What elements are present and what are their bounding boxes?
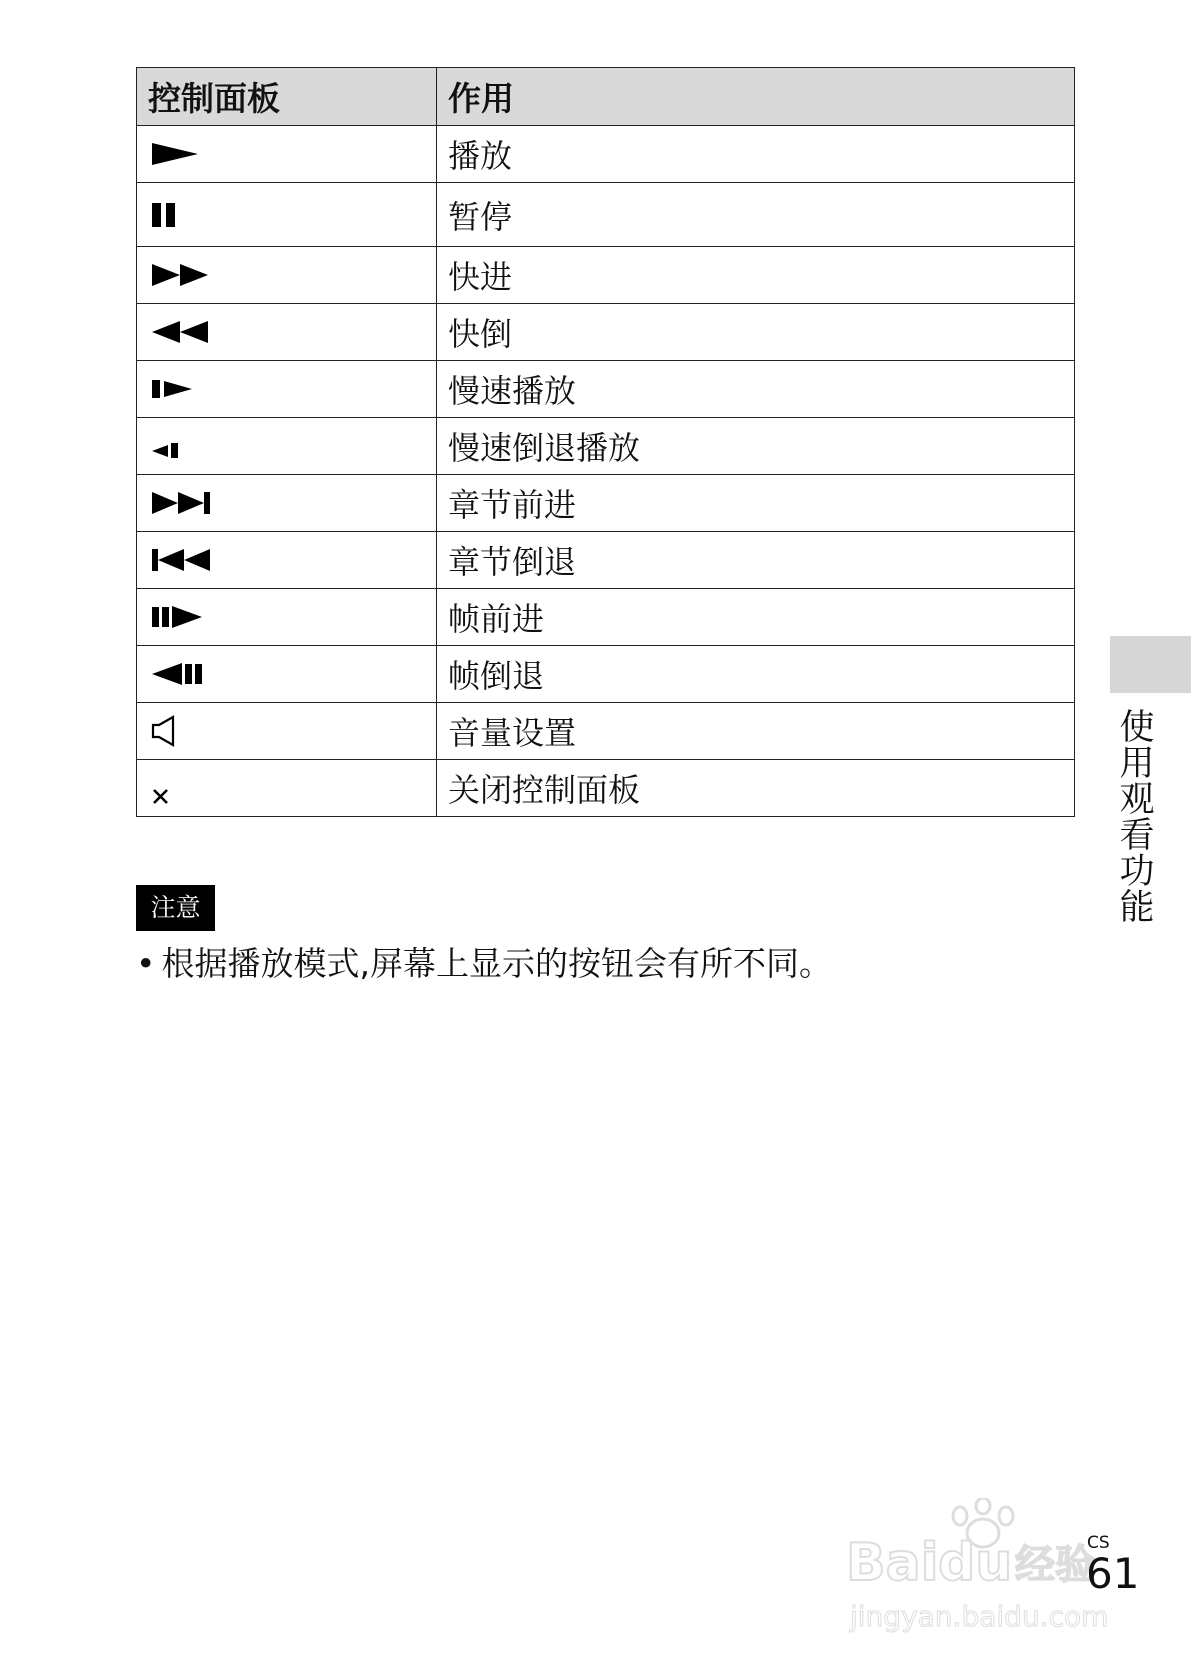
slow-play-icon <box>148 374 208 404</box>
action-label: 章节前进 <box>437 475 1075 532</box>
header-control-panel: 控制面板 <box>137 68 437 126</box>
svg-text:du: du <box>938 1533 1013 1593</box>
table-row <box>137 183 1075 247</box>
action-label: 快倒 <box>437 304 1075 361</box>
action-label: 音量设置 <box>437 703 1075 760</box>
baidu-watermark-logo <box>840 1498 1110 1638</box>
speaker-icon <box>148 714 208 748</box>
table-row <box>137 304 1075 361</box>
note-badge: 注意 <box>136 885 215 931</box>
table-row <box>137 760 1075 817</box>
icon-cell <box>137 126 437 183</box>
frame-forward-icon <box>148 602 218 632</box>
header-function: 作用 <box>437 68 1075 126</box>
frame-reverse-icon <box>148 659 218 689</box>
svg-text:Bai: Bai <box>846 1533 939 1593</box>
table-header-row <box>137 68 1075 126</box>
table-row <box>137 418 1075 475</box>
rewind-icon <box>148 317 218 347</box>
icon-cell <box>137 475 437 532</box>
icon-cell <box>137 532 437 589</box>
page-number: 61 <box>1086 1549 1140 1598</box>
icon-cell <box>137 183 437 247</box>
table-row <box>137 475 1075 532</box>
play-icon <box>148 139 208 169</box>
action-label: 慢速播放 <box>437 361 1075 418</box>
next-chapter-icon <box>148 488 218 518</box>
table-row <box>137 703 1075 760</box>
icon-cell <box>137 247 437 304</box>
action-label: 帧倒退 <box>437 646 1075 703</box>
action-label: 快进 <box>437 247 1075 304</box>
action-label: 慢速倒退播放 <box>437 418 1075 475</box>
table-row <box>137 532 1075 589</box>
icon-cell <box>137 760 437 817</box>
action-label: 帧前进 <box>437 589 1075 646</box>
svg-text:jingyan.baidu.com: jingyan.baidu.com <box>850 1600 1109 1633</box>
action-label: 播放 <box>437 126 1075 183</box>
table-row <box>137 361 1075 418</box>
control-panel-table <box>136 67 1075 817</box>
close-icon <box>148 776 208 810</box>
icon-cell <box>137 418 437 475</box>
icon-cell <box>137 703 437 760</box>
action-label: 暂停 <box>437 183 1075 247</box>
table-row <box>137 646 1075 703</box>
note-text: 根据播放模式,屏幕上显示的按钮会有所不同。 <box>161 944 832 983</box>
previous-chapter-icon <box>148 545 218 575</box>
action-label: 关闭控制面板 <box>437 760 1075 817</box>
table-row <box>137 589 1075 646</box>
fast-forward-icon <box>148 260 218 290</box>
icon-cell <box>137 361 437 418</box>
icon-cell <box>137 304 437 361</box>
side-tab-marker <box>1110 636 1191 693</box>
page-language-code: CS <box>1087 1533 1110 1553</box>
action-label: 章节倒退 <box>437 532 1075 589</box>
icon-cell <box>137 646 437 703</box>
bullet-icon: • <box>136 944 156 983</box>
icon-cell <box>137 589 437 646</box>
slow-reverse-icon <box>148 431 208 461</box>
table-row <box>137 126 1075 183</box>
table-row <box>137 247 1075 304</box>
pause-icon <box>148 200 208 230</box>
svg-text:经验: 经验 <box>1015 1542 1095 1588</box>
side-section-label: 使用观看功能 <box>1119 708 1155 928</box>
note-text-line <box>136 940 832 988</box>
